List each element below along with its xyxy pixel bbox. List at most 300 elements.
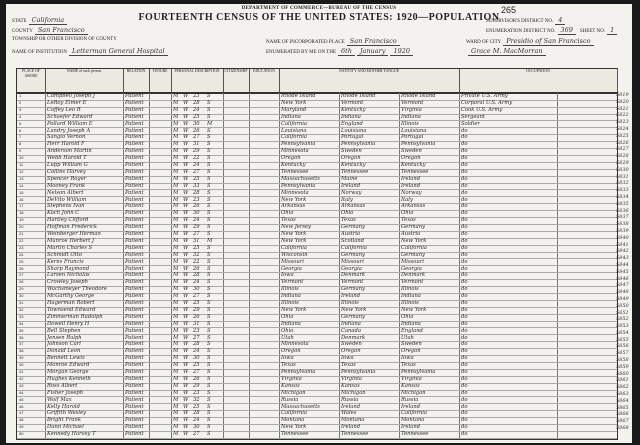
cell-mbirth: Texas [401,217,416,224]
cell-name: Kennedy Harvey T [47,431,96,438]
month-value: January [357,47,389,56]
cell-mbirth: Kentucky [401,162,426,168]
cell-rel: Patient [125,155,144,162]
margin-number: 5822 [616,112,629,119]
cell-sex: M [173,396,179,403]
cell-rel: Patient [125,306,144,313]
cell-rel: Patient [125,389,144,396]
cell-birth: Rhode Island [281,93,316,99]
cell-age: 32 [193,251,200,258]
cell-occ: do [461,355,468,362]
cell-sex: M [173,93,179,99]
cell-rel: Patient [125,375,144,382]
cell-occ: do [461,369,468,375]
cell-rel: Patient [125,134,144,141]
cell-birth: Georgia [281,265,302,272]
cell-age: 24 [193,106,200,113]
cell-mbirth: Norway [401,189,422,196]
cell-ms: S [207,300,211,306]
cell-ms: S [207,348,211,355]
cell-occ: do [461,272,468,279]
cell-birth: Texas [281,362,296,369]
cell-fbirth: Texas [341,217,356,224]
cell-fbirth: Oregon [341,348,361,355]
cell-fbirth: Denmark [341,272,366,279]
cell-race: W [183,272,189,279]
cell-sex: M [173,286,179,293]
cell-ms: S [207,272,211,279]
cell-occ: do [461,251,468,258]
cell-mbirth: Ireland [401,182,421,189]
cell-race: W [183,424,189,431]
margin-number: 5868 [616,425,629,432]
cell-fbirth: Scotland [341,237,365,244]
cell-n: 23 [19,244,24,250]
ward-field [466,37,594,45]
margin-number: 5843 [616,255,629,262]
right-margin-numbers [616,92,632,438]
cell-sex: M [173,369,179,375]
cell-rel: Patient [125,382,144,389]
cell-ms: S [207,210,211,217]
cell-mbirth: Ireland [401,424,421,431]
cell-age: 29 [193,224,200,231]
cell-mbirth: Illinois [401,286,419,293]
cell-age: 23 [193,389,200,396]
cell-ms: S [207,265,211,272]
cell-occ: do [461,417,468,424]
cell-name: Morgan George [47,369,89,375]
cell-rel: Patient [125,113,144,120]
cell-n: 1 [19,93,22,98]
cell-name: Sharp Raymond [47,265,90,272]
cell-n: 26 [19,265,24,271]
cell-occ: do [461,431,468,438]
cell-name: Webb Harold T [47,155,87,162]
margin-number: 5847 [616,282,629,289]
cell-fbirth: Rhode Island [341,93,376,99]
cell-n: 11 [19,162,24,167]
cell-birth: Louisiana [281,127,307,134]
cell-fbirth: Montana [341,417,365,424]
cell-name: Bennett Lewis [47,355,85,362]
cell-name: Schaefer Edward [47,113,93,120]
cell-ms: S [207,431,211,438]
cell-fbirth: Kentucky [341,162,366,168]
cell-age: 27 [193,293,200,300]
cell-race: W [183,168,189,175]
cell-age: 31 [193,237,200,244]
cell-birth: Vermont [281,279,304,286]
cell-race: W [183,417,189,424]
cell-occ: do [461,293,468,300]
county-label: COUNTY [12,29,33,34]
cell-name: Monroe Edward [47,362,90,369]
cell-mbirth: Ohio [401,210,414,217]
cell-occ: do [461,224,468,231]
ward-label: WARD OF CITY [466,40,502,45]
cell-fbirth: Portugal [341,134,364,141]
cell-ms: S [207,189,211,196]
cell-race: W [183,182,189,189]
cell-sex: M [173,327,179,334]
cell-sex: M [173,362,179,369]
cell-occ: do [461,182,468,189]
cell-n: 28 [19,279,24,285]
cell-ms: S [207,286,211,293]
cell-race: W [183,286,189,293]
census-sheet [6,4,632,443]
cell-birth: Indiana [281,113,301,120]
cell-name: Donald Leon [47,348,81,355]
cell-ms: S [207,396,211,403]
cell-mbirth: Illinois [401,120,419,127]
cell-race: W [183,237,189,244]
cell-fbirth: Missouri [341,258,364,265]
cell-age: 27 [193,134,200,141]
cell-birth: Minnesota [281,341,309,348]
cell-sex: M [173,182,179,189]
cell-mbirth: Pennsylvania [401,141,436,148]
cell-fbirth: Indiana [341,113,361,120]
cell-sex: M [173,175,179,182]
cell-birth: New York [281,99,307,106]
cell-mbirth: Germany [401,251,425,258]
cell-fbirth: Georgia [341,265,362,272]
cell-fbirth: Canada [341,327,361,334]
cell-name: Stephens Ivan [47,203,85,210]
cell-age: 26 [193,127,200,134]
cell-birth: Kentucky [281,162,306,168]
cell-sex: M [173,134,179,141]
cell-ms: S [207,375,211,382]
margin-number: 5860 [616,370,629,377]
margin-number: 5865 [616,404,629,411]
cell-mbirth: Tennessee [401,431,429,438]
cell-mbirth: Sweden [401,341,422,348]
cell-mbirth: Oregon [401,348,421,355]
cell-race: W [183,389,189,396]
cell-race: W [183,369,189,375]
cell-race: W [183,382,189,389]
column-group-header: RELATION [123,69,150,93]
cell-name: Wachsmeyer Theodore [47,286,107,293]
cell-fbirth: Sweden [341,148,362,155]
cell-name: Larsen Nicholas [47,272,90,279]
cell-birth: New York [281,196,307,203]
enumerated-label: ENUMERATED BY ME ON THE [266,50,336,55]
sheet-label: SHEET NO. [579,29,606,34]
cell-age: 25 [193,403,200,410]
cell-n: 34 [19,320,24,326]
cell-ms: S [207,113,211,120]
cell-fbirth: Iowa [341,355,354,362]
cell-rel: Patient [125,265,144,272]
cell-n: 44 [19,389,24,395]
cell-n: 45 [19,396,24,402]
county-field [12,26,88,34]
sheet-value: 1 [607,26,617,35]
cell-mbirth: California [401,244,427,251]
cell-sex: M [173,355,179,362]
cell-fbirth: Kentucky [341,106,366,113]
margin-number: 5849 [616,295,629,302]
cell-sex: M [173,334,179,341]
cell-birth: Minnesota [281,148,309,155]
supervisor-value: 4 [555,16,565,25]
cell-ms: S [207,362,211,369]
cell-occ: do [461,196,468,203]
cell-rel: Patient [125,189,144,196]
cell-race: W [183,106,189,113]
cell-ms: S [207,424,211,431]
cell-mbirth: California [401,410,427,417]
place-field [266,37,400,45]
margin-number: 5820 [616,98,629,105]
cell-fbirth: Italy [341,196,353,203]
cell-age: 25 [193,300,200,306]
cell-n: 37 [19,341,24,347]
cell-age: 31 [193,141,200,148]
cell-age: 24 [193,348,200,355]
cell-rel: Patient [125,210,144,217]
cell-fbirth: Ireland [341,403,361,410]
cell-fbirth: Denmark [341,334,366,341]
cell-fbirth: Ohio [341,210,354,217]
cell-age: 29 [193,148,200,155]
cell-fbirth: Norway [341,189,362,196]
cell-race: W [183,410,189,417]
cell-sex: M [173,217,179,224]
cell-n: 42 [19,375,24,381]
margin-number: 5863 [616,391,629,398]
margin-number: 5866 [616,411,629,418]
enumerated-field [266,47,413,55]
cell-rel: Patient [125,286,144,293]
cell-occ: do [461,286,468,293]
state-value: California [29,16,68,25]
table-row [17,431,617,439]
cell-fbirth: Tennessee [341,168,369,175]
cell-fbirth: Vermont [341,99,364,106]
cell-age: 23 [193,196,200,203]
cell-ms: S [207,355,211,362]
cell-mbirth: Italy [401,196,413,203]
cell-race: W [183,196,189,203]
cell-mbirth: Russia [401,396,419,403]
cell-fbirth: Louisiana [341,127,367,134]
margin-number: 5829 [616,159,629,166]
cell-rel: Patient [125,127,144,134]
cell-name: Martin Charles S [47,244,93,251]
cell-birth: California [281,134,307,141]
cell-race: W [183,334,189,341]
cell-rel: Patient [125,93,144,99]
cell-birth: Pennsylvania [281,369,316,375]
cell-name: Johnson Carl [47,341,81,348]
margin-number: 5864 [616,397,629,404]
cell-sex: M [173,341,179,348]
cell-race: W [183,341,189,348]
place-label: NAME OF INCORPORATED PLACE [266,40,345,45]
cell-race: W [183,203,189,210]
cell-name: Spencer Roger [47,175,87,182]
cell-mbirth: Sweden [401,148,422,155]
cell-n: 27 [19,272,24,278]
cell-age: 26 [193,313,200,320]
cell-sex: M [173,224,179,231]
cell-birth: Massachusetts [281,175,320,182]
cell-occ: do [461,306,468,313]
cell-age: 23 [193,93,200,99]
cell-birth: Wisconsin [281,251,308,258]
cell-age: 29 [193,382,200,389]
cell-ms: S [207,168,211,175]
cell-rel: Patient [125,355,144,362]
cell-n: 50 [19,431,24,437]
cell-race: W [183,362,189,369]
cell-occ: do [461,389,468,396]
cell-race: W [183,224,189,231]
margin-number: 5855 [616,336,629,343]
supervisor-label: SUPERVISOR'S DISTRICT NO. [486,19,554,24]
cell-name: Mooney Frank [47,182,86,189]
cell-mbirth: Georgia [401,265,422,272]
cell-n: 10 [19,155,24,161]
cell-race: W [183,127,189,134]
cell-rel: Patient [125,244,144,251]
cell-name: Sangio Vernon [47,134,86,141]
cell-occ: do [461,279,468,286]
cell-name: Kelly Harold [47,403,80,410]
cell-fbirth: Germany [341,224,365,231]
township-field [12,37,117,42]
margin-number: 5845 [616,268,629,275]
cell-n: 6 [19,127,22,133]
cell-birth: Illinois [281,286,299,293]
cell-rel: Patient [125,410,144,417]
cell-birth: Michigan [281,389,306,396]
cell-fbirth: Tennessee [341,431,369,438]
cell-ms: S [207,244,211,251]
cell-rel: Patient [125,300,144,306]
margin-number: 5842 [616,248,629,255]
county-value: San Francisco [35,26,88,35]
cell-age: 26 [193,375,200,382]
cell-fbirth: Arkansas [341,203,366,210]
margin-number: 5832 [616,180,629,187]
cell-mbirth: Illinois [401,300,419,306]
cell-rel: Patient [125,231,144,237]
cell-ms: S [207,148,211,155]
cell-age: 27 [193,334,200,341]
cell-ms: S [207,175,211,182]
cell-age: 22 [193,258,200,265]
cell-age: 24 [193,417,200,424]
cell-rel: Patient [125,348,144,355]
cell-mbirth: New York [401,306,427,313]
cell-age: 24 [193,217,200,224]
cell-rel: Patient [125,313,144,320]
cell-mbirth: Texas [401,362,416,369]
cell-race: W [183,162,189,168]
cell-rel: Patient [125,120,144,127]
cell-n: 33 [19,313,24,319]
cell-age: 27 [193,431,200,438]
cell-age: 23 [193,327,200,334]
institution-label: NAME OF INSTITUTION [12,50,67,55]
cell-rel: Patient [125,196,144,203]
cell-age: 25 [193,362,200,369]
cell-mbirth: Kansas [401,382,420,389]
cell-ms: S [207,224,211,231]
cell-n: 2 [19,99,22,105]
cell-name: Coffey Leo R [47,106,81,113]
cell-n: 14 [19,182,24,188]
cell-sex: M [173,272,179,279]
cell-occ: do [461,203,468,210]
cell-rel: Patient [125,162,144,168]
margin-number: 5821 [616,105,629,112]
cell-fbirth: Austria [341,231,361,237]
cell-mbirth: Portugal [401,134,424,141]
cell-fbirth: Maine [341,175,358,182]
cell-race: W [183,141,189,148]
cell-birth: Maryland [281,106,307,113]
cell-birth: Virginia [281,375,302,382]
cell-mbirth: Indiana [401,293,421,300]
cell-ms: S [207,182,211,189]
cell-sex: M [173,348,179,355]
cell-rel: Patient [125,417,144,424]
institution-value: Letterman General Hospital [69,47,168,56]
cell-fbirth: Michigan [341,389,366,396]
cell-mbirth: Ireland [401,403,421,410]
cell-birth: Montana [281,417,305,424]
cell-age: 30 [193,210,200,217]
cell-birth: Texas [281,217,296,224]
enumerator-field [466,47,546,55]
cell-birth: Iowa [281,272,294,279]
cell-name: Landry Joseph A [47,127,91,134]
cell-birth: Indiana [281,293,301,300]
cell-name: Herr Harold F [47,141,85,148]
cell-sex: M [173,279,179,286]
cell-occ: do [461,155,468,162]
cell-mbirth: Indiana [401,320,421,327]
cell-age: 27 [193,168,200,175]
cell-race: W [183,99,189,106]
margin-number: 5827 [616,146,629,153]
cell-race: W [183,93,189,99]
cell-age: 26 [193,203,200,210]
cell-n: 15 [19,189,24,195]
cell-ms: S [207,279,211,286]
cell-fbirth: Kansas [341,382,360,389]
margin-number: 5862 [616,384,629,391]
cell-fbirth: California [341,244,367,251]
cell-birth: Indiana [281,320,301,327]
cell-ms: S [207,141,211,148]
cell-occ: do [461,189,468,196]
cell-fbirth: Illinois [341,300,359,306]
column-group-header: PERSONAL DESCRIPTION [171,69,224,93]
cell-occ: Corporal U.S. Army [461,99,513,106]
cell-sex: M [173,99,179,106]
cell-age: 25 [193,175,200,182]
cell-name: Griffith Wesley [47,410,86,417]
cell-birth: Tennessee [281,431,309,438]
